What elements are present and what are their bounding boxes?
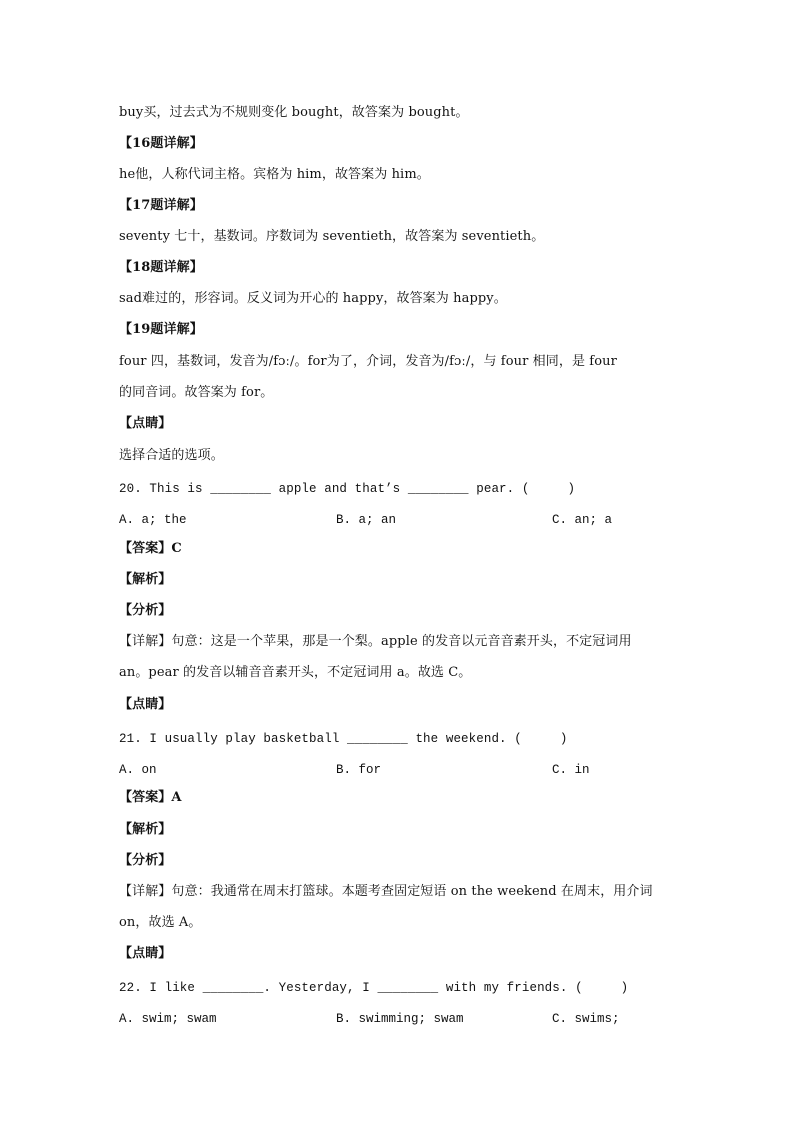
q20-option-b: B. a; an: [336, 513, 397, 527]
section-heading: 【点睛】: [119, 416, 172, 431]
question-20: 20. This is ________ apple and that’s ________ pear. ( ): [119, 482, 576, 496]
question-21: 21. I usually play basketball ________ the weekend. ( ): [119, 732, 568, 746]
text-line: 的同音词。故答案为 for。: [119, 385, 274, 400]
text-line: sad难过的，形容词。反义词为开心的 happy，故答案为 happy。: [119, 291, 507, 306]
text-line: he他，人称代词主格。宾格为 him，故答案为 him。: [119, 167, 430, 182]
text-line: seventy 七十，基数词。序数词为 seventieth，故答案为 seventieth。: [119, 229, 545, 244]
section-heading: 【19题详解】: [119, 322, 203, 337]
q21-option-c: C. in: [552, 763, 590, 777]
q21-option-a: A. on: [119, 763, 157, 777]
section-heading: 【分析】: [119, 853, 172, 868]
q20-option-c: C. an; a: [552, 513, 613, 527]
answer-label: 【答案】A: [119, 790, 182, 805]
section-heading: 【18题详解】: [119, 260, 203, 275]
section-heading: 【解析】: [119, 822, 172, 837]
section-heading: 【解析】: [119, 572, 172, 587]
section-heading: 【17题详解】: [119, 198, 203, 213]
section-heading: 【点睛】: [119, 697, 172, 712]
text-line: 【详解】句意：这是一个苹果，那是一个梨。apple 的发音以元音音素开头，不定冠词用: [119, 634, 632, 649]
section-heading: 【点睛】: [119, 946, 172, 961]
text-line: buy买，过去式为不规则变化 bought，故答案为 bought。: [119, 105, 469, 120]
section-heading: 【分析】: [119, 603, 172, 618]
question-22: 22. I like ________. Yesterday, I ________ with my friends. ( ): [119, 981, 629, 995]
q20-option-a: A. a; the: [119, 513, 187, 527]
text-line: 选择合适的选项。: [119, 448, 224, 463]
text-line: four 四，基数词，发音为/fɔː/。for为了，介词，发音为/fɔː/，与 four 相同，是 four: [119, 354, 617, 369]
q22-option-a: A. swim; swam: [119, 1012, 217, 1026]
section-heading: 【16题详解】: [119, 136, 203, 151]
q22-option-c: C. swims;: [552, 1012, 620, 1026]
text-line: 【详解】句意：我通常在周末打篮球。本题考查固定短语 on the weekend 在周末，用介词: [119, 884, 653, 899]
text-line: on，故选 A。: [119, 915, 202, 930]
answer-label: 【答案】C: [119, 541, 182, 556]
q22-option-b: B. swimming; swam: [336, 1012, 464, 1026]
q21-option-b: B. for: [336, 763, 382, 777]
text-line: an。pear 的发音以辅音音素开头，不定冠词用 a。故选 C。: [119, 665, 472, 680]
